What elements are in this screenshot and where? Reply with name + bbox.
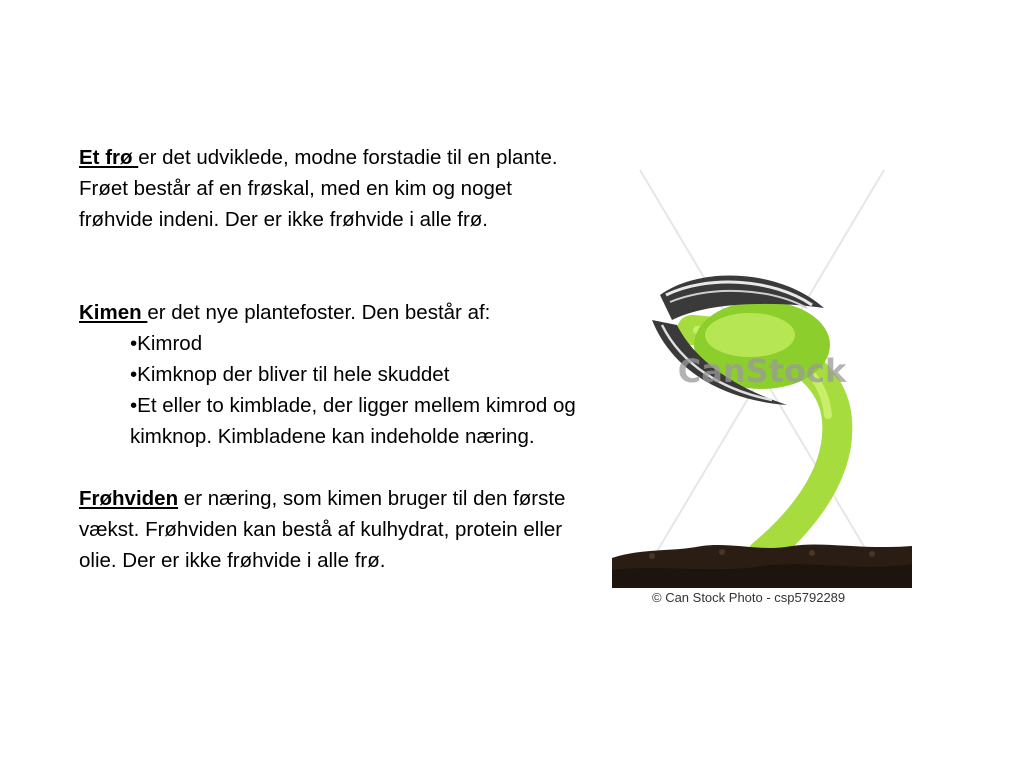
term-endosperm: Frøhviden [79,487,179,510]
watermark: CanStock [677,352,847,390]
paragraph-embryo [79,297,579,328]
endosperm-text: er næring, som kimen bruger til den første vækst. Frøhviden kan bestå af kulhydrat, protein eller olie. Der er ikke frøhvide i alle frø. [79,487,566,572]
seedling-illustration [612,160,912,590]
term-embryo: Kimen [79,301,148,324]
list-item: •Et eller to kimblade, der ligger mellem kimrod og kimknop. Kimbladene kan indeholde næring. [130,394,576,448]
embryo-parts-list [79,328,579,452]
embryo-text: er det nye plantefoster. Den består af: [147,301,491,324]
slide-text [79,142,579,576]
photo-credit: © Can Stock Photo - csp5792289 [652,590,846,605]
paragraph-endosperm [79,483,579,576]
term-seed: Et frø [79,146,139,169]
seed-text: er det udviklede, modne forstadie til en plante. Frøet består af en frøskal, med en kim og noget frøhvide indeni. Der er ikke frøhvide i alle frø. [79,146,558,231]
list-item: •Kimknop der bliver til hele skuddet [130,363,450,386]
seedling-photo [612,160,912,610]
paragraph-seed [79,142,579,235]
list-item: •Kimrod [130,332,203,355]
